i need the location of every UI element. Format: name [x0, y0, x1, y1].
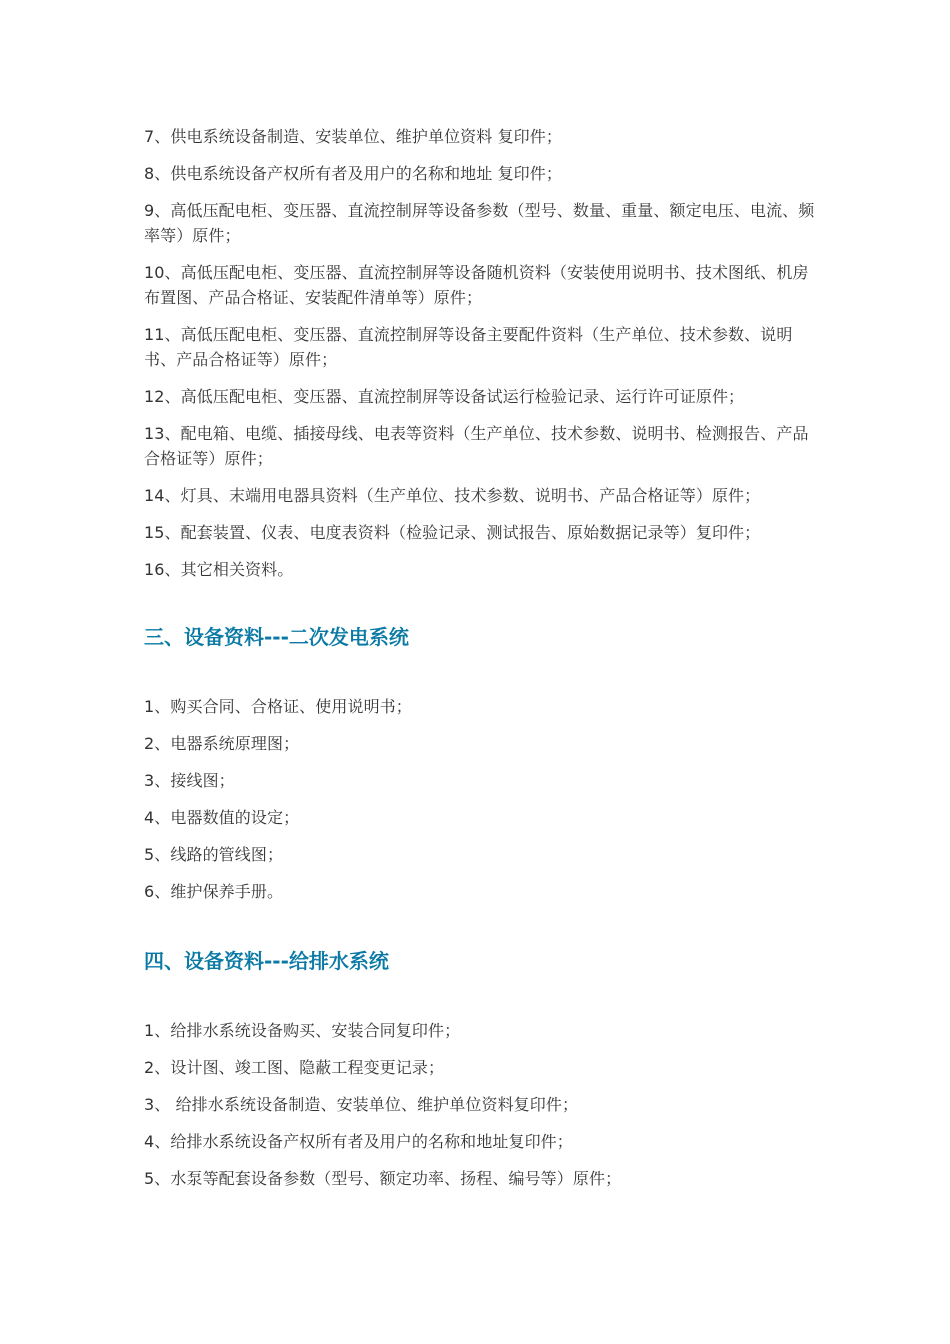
list-item: 11、高低压配电柜、变压器、直流控制屏等设备主要配件资料（生产单位、技术参数、说明书、产品合格证等）原件；: [144, 325, 793, 369]
power-supply-items-list: [144, 124, 824, 582]
list-item: 13、配电箱、电缆、插接母线、电表等资料（生产单位、技术参数、说明书、检测报告、产品合格证等）原件；: [144, 424, 809, 468]
list-item: 16、其它相关资料。: [144, 560, 294, 579]
document-page: [144, 124, 824, 1203]
secondary-power-items-list: [144, 694, 824, 904]
list-item: 14、灯具、末端用电器具资料（生产单位、技术参数、说明书、产品合格证等）原件；: [144, 486, 761, 505]
list-item: 5、线路的管线图；: [144, 845, 284, 864]
list-item: 6、维护保养手册。: [144, 882, 284, 901]
list-item: 2、设计图、竣工图、隐蔽工程变更记录；: [144, 1058, 445, 1077]
list-item: 10、高低压配电柜、变压器、直流控制屏等设备随机资料（安装使用说明书、技术图纸、机房布置图、产品合格证、安装配件清单等）原件；: [144, 263, 809, 307]
list-item: 12、高低压配电柜、变压器、直流控制屏等设备试运行检验记录、运行许可证原件；: [144, 387, 745, 406]
list-item: 15、配套装置、仪表、电度表资料（检验记录、测试报告、原始数据记录等）复印件；: [144, 523, 761, 542]
section-heading-water-system: 四、设备资料---给排水系统: [144, 949, 389, 973]
list-item: 7、供电系统设备制造、安装单位、维护单位资料 复印件；: [144, 127, 562, 146]
list-item: 4、给排水系统设备产权所有者及用户的名称和地址复印件；: [144, 1132, 573, 1151]
list-item: 1、给排水系统设备购买、安装合同复印件；: [144, 1021, 461, 1040]
list-item: 8、供电系统设备产权所有者及用户的名称和地址 复印件；: [144, 164, 562, 183]
list-item: 4、电器数值的设定；: [144, 808, 300, 827]
list-item: 1、购买合同、合格证、使用说明书；: [144, 697, 412, 716]
list-item: 3、接线图；: [144, 771, 235, 790]
list-item: 9、高低压配电柜、变压器、直流控制屏等设备参数（型号、数量、重量、额定电压、电流、频率等）原件；: [144, 201, 815, 245]
list-item: 3、 给排水系统设备制造、安装单位、维护单位资料复印件；: [144, 1095, 579, 1114]
list-item: 2、电器系统原理图；: [144, 734, 300, 753]
water-system-items-list: [144, 1018, 824, 1191]
section-heading-secondary-power: 三、设备资料---二次发电系统: [144, 625, 409, 649]
list-item: 5、水泵等配套设备参数（型号、额定功率、扬程、编号等）原件；: [144, 1169, 622, 1188]
